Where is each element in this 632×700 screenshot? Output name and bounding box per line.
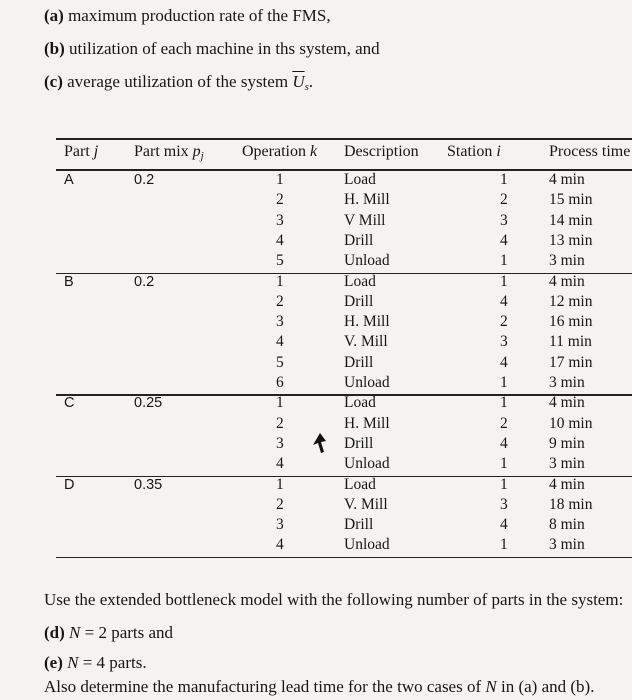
cell-description: Drill	[344, 292, 374, 310]
cell-description: H. Mill	[344, 414, 390, 432]
cell-description: Load	[344, 394, 376, 412]
cell-process-time: 8 min	[549, 516, 585, 534]
cell-process-time: 3 min	[549, 252, 585, 270]
cell-operation: 1	[276, 272, 284, 290]
cell-description: Drill	[344, 434, 374, 452]
cell-station: 1	[500, 475, 508, 493]
cell-process-time: 13 min	[549, 231, 593, 249]
cell-station: 2	[500, 191, 508, 209]
cell-operation: 2	[276, 495, 284, 513]
cell-part: A	[64, 172, 74, 188]
cell-description: Drill	[344, 353, 374, 371]
cell-part: B	[64, 273, 74, 290]
cell-process-time: 14 min	[549, 211, 593, 229]
cell-description: Load	[344, 475, 376, 493]
question-d: (d) N = 2 parts and	[44, 623, 174, 642]
cell-description: Drill	[344, 231, 374, 249]
cell-operation: 6	[276, 374, 284, 391]
cell-station: 3	[500, 211, 508, 229]
cell-operation: 5	[276, 252, 284, 270]
cell-description: Drill	[344, 516, 374, 534]
header-operation: Operation k	[242, 143, 318, 160]
cell-description: V. Mill	[344, 495, 388, 513]
cell-operation: 4	[276, 455, 284, 473]
cell-station: 1	[500, 536, 508, 554]
cell-description: V Mill	[344, 211, 386, 229]
cell-description: Load	[344, 171, 376, 188]
cell-part: C	[64, 395, 75, 412]
table-top-rule	[56, 138, 632, 140]
cell-station: 4	[500, 231, 508, 249]
cell-station: 2	[500, 414, 508, 432]
cell-process-time: 4 min	[549, 475, 585, 493]
cell-station: 3	[500, 333, 508, 351]
symbol-u: $\overline{U}$	[292, 72, 305, 91]
cell-description: V. Mill	[344, 333, 388, 351]
cell-process-time: 3 min	[549, 455, 585, 473]
header-description: Description	[344, 143, 419, 160]
cell-operation: 2	[276, 414, 284, 432]
cell-process-time: 9 min	[549, 434, 585, 452]
cell-operation: 2	[276, 292, 284, 310]
cell-process-time: 15 min	[549, 191, 593, 209]
cell-operation: 2	[276, 191, 284, 209]
cell-process-time: 4 min	[549, 272, 585, 290]
cell-station: 1	[500, 171, 508, 188]
cell-operation: 4	[276, 333, 284, 351]
cell-description: H. Mill	[344, 191, 390, 209]
question-b: (b) utilization of each machine in ths system, and	[44, 39, 380, 58]
cell-process-time: 11 min	[549, 333, 592, 351]
question-a: (a) maximum production rate of the FMS,	[44, 6, 331, 25]
cell-operation: 4	[276, 231, 284, 249]
cell-process-time: 10 min	[549, 414, 593, 432]
cell-operation: 3	[276, 434, 284, 452]
header-station: Station i	[447, 143, 501, 160]
cell-station: 4	[500, 516, 508, 534]
header-part: Part j	[64, 143, 99, 160]
cell-process-time: 12 min	[549, 292, 593, 310]
cell-station: 1	[500, 455, 508, 473]
cell-station: 1	[500, 272, 508, 290]
cell-station: 4	[500, 434, 508, 452]
cell-process-time: 4 min	[549, 171, 585, 188]
cell-description: Unload	[344, 374, 390, 391]
cell-description: Load	[344, 272, 376, 290]
question-c: (c) average utilization of the system $\overline{U}s$.	[44, 72, 314, 93]
cell-station: 2	[500, 313, 508, 331]
cell-operation: 4	[276, 536, 284, 554]
cell-operation: 1	[276, 171, 284, 188]
cursor-arrow-icon	[312, 432, 328, 454]
cell-operation: 5	[276, 353, 284, 371]
cell-description: Unload	[344, 252, 390, 270]
cell-process-time: 4 min	[549, 394, 585, 412]
footer-intro: Use the extended bottleneck model with the following number of parts in the system:	[44, 590, 624, 609]
cell-description: Unload	[344, 536, 390, 554]
header-part-mix: Part mix pj	[134, 143, 204, 162]
cell-operation: 1	[276, 475, 284, 493]
header-process-time: Process time	[549, 143, 631, 160]
cell-part-mix: 0.25	[134, 395, 163, 412]
cell-operation: 3	[276, 313, 284, 331]
cell-operation: 3	[276, 516, 284, 534]
cell-part-mix: 0.2	[134, 172, 155, 188]
cell-part-mix: 0.2	[134, 273, 155, 290]
cell-station: 1	[500, 394, 508, 412]
cell-process-time: 16 min	[549, 313, 593, 331]
cell-station: 1	[500, 374, 508, 391]
cell-station: 3	[500, 495, 508, 513]
cell-operation: 3	[276, 211, 284, 229]
question-e: (e) N = 4 parts.	[44, 653, 147, 672]
cell-description: H. Mill	[344, 313, 390, 331]
cell-process-time: 3 min	[549, 536, 585, 554]
cell-process-time: 18 min	[549, 495, 593, 513]
cell-station: 4	[500, 292, 508, 310]
cell-part-mix: 0.35	[134, 476, 163, 493]
cell-part: D	[64, 476, 75, 493]
cell-process-time: 3 min	[549, 374, 585, 391]
cell-station: 1	[500, 252, 508, 270]
cell-operation: 1	[276, 394, 284, 412]
cell-station: 4	[500, 353, 508, 371]
cell-process-time: 17 min	[549, 353, 593, 371]
cell-description: Unload	[344, 455, 390, 473]
group-divider	[56, 557, 632, 559]
footer-also: Also determine the manufacturing lead time for the two cases of N in (a) and (b).	[44, 677, 595, 696]
